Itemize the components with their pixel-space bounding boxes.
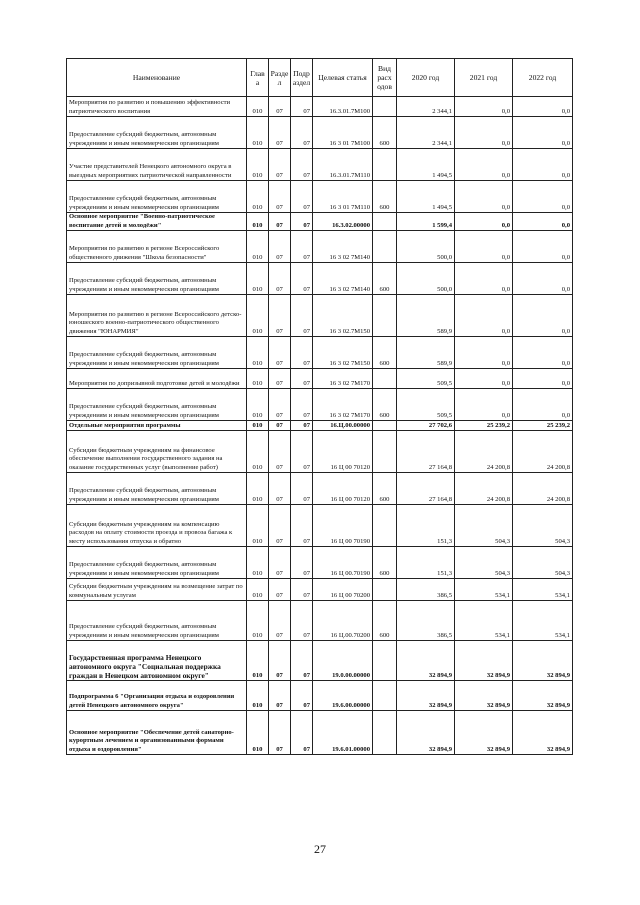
row-2021-cell: 0,0	[455, 213, 513, 231]
row-podrazdel-cell: 07	[291, 601, 313, 641]
table-row	[67, 369, 573, 389]
row-name-cell: Подпрограмма 6 "Организация отдыха и оздоровления детей Ненецкого автономного округа"	[67, 681, 247, 711]
row-2021-cell: 0,0	[455, 181, 513, 213]
page-number: 27	[314, 842, 326, 856]
table-row	[67, 473, 573, 505]
row-podrazdel-cell: 07	[291, 389, 313, 421]
row-2021-cell: 0,0	[455, 337, 513, 369]
row-vid-cell: 600	[373, 181, 397, 213]
row-vid-cell	[373, 431, 397, 473]
row-statya-cell: 16 Ц.00.70200	[313, 601, 373, 641]
col-header-podrazdel: Подр аздел	[291, 59, 313, 97]
row-glava-cell: 010	[247, 369, 269, 389]
row-2020-cell: 27 702,6	[397, 421, 455, 431]
row-razdel-cell: 07	[269, 473, 291, 505]
row-razdel-cell: 07	[269, 711, 291, 755]
row-name-cell: Предоставление субсидий бюджетным, автономным учреждениям и иным некоммерческим организациям	[67, 337, 247, 369]
row-2020-cell: 1 599,4	[397, 213, 455, 231]
row-vid-cell: 600	[373, 117, 397, 149]
col-header-name: Наименование	[67, 59, 247, 97]
row-name-cell: Субсидии бюджетным учреждениям на финансовое обеспечение выполнения государственного задания на оказание государственных услуг (выполнение работ)	[67, 431, 247, 473]
col-header-2021: 2021 год	[455, 59, 513, 97]
row-statya-cell: 16 Ц 00 70120	[313, 431, 373, 473]
row-2021-cell: 504,3	[455, 505, 513, 547]
table-row	[67, 421, 573, 431]
row-2021-cell: 534,1	[455, 579, 513, 601]
row-statya-cell: 19.0.00.00000	[313, 641, 373, 681]
row-razdel-cell: 07	[269, 149, 291, 181]
table-row	[67, 149, 573, 181]
row-razdel-cell: 07	[269, 421, 291, 431]
row-podrazdel-cell: 07	[291, 681, 313, 711]
row-2020-cell: 32 894,9	[397, 681, 455, 711]
row-vid-cell	[373, 421, 397, 431]
row-2020-cell: 509,5	[397, 369, 455, 389]
row-statya-cell: 16 3 02 7М140	[313, 263, 373, 295]
row-vid-cell	[373, 579, 397, 601]
table-body	[67, 97, 573, 755]
row-vid-cell	[373, 505, 397, 547]
row-razdel-cell: 07	[269, 681, 291, 711]
row-vid-cell	[373, 369, 397, 389]
row-podrazdel-cell: 07	[291, 117, 313, 149]
row-glava-cell: 010	[247, 389, 269, 421]
row-name-cell: Государственная программа Ненецкого автономного округа "Социальная поддержка граждан в Ненецком автономном округе"	[67, 641, 247, 681]
row-name-cell: Субсидии бюджетным учреждениям на компенсацию расходов на оплату стоимости проезда и провоза багажа к месту использования отпуска и обратно	[67, 505, 247, 547]
row-glava-cell: 010	[247, 601, 269, 641]
row-2020-cell: 500,0	[397, 231, 455, 263]
row-statya-cell: 16.3.01.7М110	[313, 149, 373, 181]
row-glava-cell: 010	[247, 579, 269, 601]
row-vid-cell: 600	[373, 389, 397, 421]
row-vid-cell: 600	[373, 547, 397, 579]
col-header-2022: 2022 год	[513, 59, 573, 97]
row-glava-cell: 010	[247, 473, 269, 505]
row-2020-cell: 151,3	[397, 547, 455, 579]
row-2020-cell: 589,9	[397, 337, 455, 369]
row-2021-cell: 0,0	[455, 231, 513, 263]
row-razdel-cell: 07	[269, 601, 291, 641]
table-header-row	[67, 59, 573, 97]
row-podrazdel-cell: 07	[291, 579, 313, 601]
table-row	[67, 681, 573, 711]
row-name-cell: Субсидии бюджетным учреждениям на возмещение затрат по коммунальным услугам	[67, 579, 247, 601]
row-2021-cell: 0,0	[455, 97, 513, 117]
row-2022-cell: 0,0	[513, 337, 573, 369]
row-name-cell: Основное мероприятие "Военно-патриотическое воспитание детей и молодёжи"	[67, 213, 247, 231]
row-glava-cell: 010	[247, 681, 269, 711]
row-statya-cell: 16 3 02 7М170	[313, 369, 373, 389]
row-2021-cell: 0,0	[455, 149, 513, 181]
row-statya-cell: 16 Ц 00 70190	[313, 505, 373, 547]
row-2022-cell: 0,0	[513, 181, 573, 213]
row-2021-cell: 24 200,8	[455, 473, 513, 505]
row-razdel-cell: 07	[269, 431, 291, 473]
row-2022-cell: 32 894,9	[513, 681, 573, 711]
table-row	[67, 389, 573, 421]
row-razdel-cell: 07	[269, 213, 291, 231]
row-razdel-cell: 07	[269, 231, 291, 263]
row-glava-cell: 010	[247, 213, 269, 231]
row-glava-cell: 010	[247, 505, 269, 547]
col-header-statya: Целевая статья	[313, 59, 373, 97]
row-2021-cell: 534,1	[455, 601, 513, 641]
col-header-razdel: Разде л	[269, 59, 291, 97]
row-razdel-cell: 07	[269, 337, 291, 369]
row-glava-cell: 010	[247, 97, 269, 117]
row-2020-cell: 151,3	[397, 505, 455, 547]
row-2022-cell: 0,0	[513, 117, 573, 149]
row-statya-cell: 16 Ц 00 70120	[313, 473, 373, 505]
row-2022-cell: 534,1	[513, 579, 573, 601]
table-row	[67, 231, 573, 263]
row-name-cell: Участие представителей Ненецкого автономного округа в выездных мероприятиях патриотической направленности	[67, 149, 247, 181]
row-razdel-cell: 07	[269, 579, 291, 601]
table-row	[67, 579, 573, 601]
row-2020-cell: 1 494,5	[397, 181, 455, 213]
row-razdel-cell: 07	[269, 295, 291, 337]
row-statya-cell: 16 3 02 7М150	[313, 337, 373, 369]
row-2022-cell: 0,0	[513, 369, 573, 389]
row-name-cell: Отдельные мероприятия программы	[67, 421, 247, 431]
row-2022-cell: 0,0	[513, 149, 573, 181]
row-2020-cell: 2 344,1	[397, 117, 455, 149]
row-vid-cell	[373, 213, 397, 231]
col-header-glava: Глав а	[247, 59, 269, 97]
row-2021-cell: 504,3	[455, 547, 513, 579]
row-2021-cell: 0,0	[455, 389, 513, 421]
row-statya-cell: 16 Ц 00.70190	[313, 547, 373, 579]
row-glava-cell: 010	[247, 711, 269, 755]
table-row	[67, 431, 573, 473]
row-2022-cell: 504,3	[513, 547, 573, 579]
row-glava-cell: 010	[247, 431, 269, 473]
row-2020-cell: 32 894,9	[397, 641, 455, 681]
col-header-2020: 2020 год	[397, 59, 455, 97]
row-statya-cell: 16.3.02.00000	[313, 213, 373, 231]
row-vid-cell	[373, 149, 397, 181]
row-podrazdel-cell: 07	[291, 641, 313, 681]
row-2021-cell: 24 200,8	[455, 431, 513, 473]
table-row	[67, 641, 573, 681]
row-2021-cell: 0,0	[455, 263, 513, 295]
row-2020-cell: 589,9	[397, 295, 455, 337]
table-row	[67, 547, 573, 579]
row-2021-cell: 0,0	[455, 117, 513, 149]
table-row	[67, 213, 573, 231]
row-2021-cell: 25 239,2	[455, 421, 513, 431]
row-glava-cell: 010	[247, 421, 269, 431]
row-2020-cell: 500,0	[397, 263, 455, 295]
row-2022-cell: 24 200,8	[513, 473, 573, 505]
row-2022-cell: 0,0	[513, 97, 573, 117]
table-row	[67, 97, 573, 117]
row-statya-cell: 16 3 01 7М100	[313, 117, 373, 149]
row-razdel-cell: 07	[269, 117, 291, 149]
budget-table-sheet	[66, 58, 572, 755]
row-podrazdel-cell: 07	[291, 473, 313, 505]
row-2020-cell: 509,5	[397, 389, 455, 421]
row-glava-cell: 010	[247, 149, 269, 181]
table-row	[67, 601, 573, 641]
row-2021-cell: 0,0	[455, 369, 513, 389]
row-glava-cell: 010	[247, 231, 269, 263]
row-glava-cell: 010	[247, 547, 269, 579]
row-vid-cell: 600	[373, 601, 397, 641]
table-row	[67, 505, 573, 547]
row-podrazdel-cell: 07	[291, 337, 313, 369]
row-2021-cell: 32 894,9	[455, 711, 513, 755]
table-row	[67, 711, 573, 755]
row-statya-cell: 16 3 02 7М170	[313, 389, 373, 421]
table-row	[67, 295, 573, 337]
row-name-cell: Предоставление субсидий бюджетным, автономным учреждениям и иным некоммерческим организациям	[67, 389, 247, 421]
row-2022-cell: 534,1	[513, 601, 573, 641]
table-row	[67, 117, 573, 149]
row-razdel-cell: 07	[269, 389, 291, 421]
row-2022-cell: 32 894,9	[513, 711, 573, 755]
row-name-cell: Предоставление субсидий бюджетным, автономным учреждениям и иным некоммерческим организациям	[67, 601, 247, 641]
row-2022-cell: 24 200,8	[513, 431, 573, 473]
row-podrazdel-cell: 07	[291, 181, 313, 213]
row-name-cell: Предоставление субсидий бюджетным, автономным учреждениям и иным некоммерческим организациям	[67, 547, 247, 579]
row-2022-cell: 0,0	[513, 389, 573, 421]
row-statya-cell: 16 3 02 7М140	[313, 231, 373, 263]
row-podrazdel-cell: 07	[291, 97, 313, 117]
row-2020-cell: 386,5	[397, 601, 455, 641]
row-statya-cell: 16.3.01.7М100	[313, 97, 373, 117]
row-2021-cell: 32 894,9	[455, 681, 513, 711]
row-vid-cell: 600	[373, 263, 397, 295]
row-vid-cell: 600	[373, 337, 397, 369]
row-2022-cell: 25 239,2	[513, 421, 573, 431]
row-name-cell: Предоставление субсидий бюджетным, автономным учреждениям и иным некоммерческим организациям	[67, 263, 247, 295]
row-statya-cell: 19.6.01.00000	[313, 711, 373, 755]
row-statya-cell: 16 3 01 7М110	[313, 181, 373, 213]
row-2020-cell: 1 494,5	[397, 149, 455, 181]
row-name-cell: Предоставление субсидий бюджетным, автономным учреждениям и иным некоммерческим организациям	[67, 117, 247, 149]
row-podrazdel-cell: 07	[291, 421, 313, 431]
row-razdel-cell: 07	[269, 263, 291, 295]
row-name-cell: Мероприятия по допризывной подготовке детей и молодёжи	[67, 369, 247, 389]
row-glava-cell: 010	[247, 295, 269, 337]
row-podrazdel-cell: 07	[291, 711, 313, 755]
row-statya-cell: 16.Ц.00.00000	[313, 421, 373, 431]
row-podrazdel-cell: 07	[291, 295, 313, 337]
row-vid-cell	[373, 231, 397, 263]
row-glava-cell: 010	[247, 337, 269, 369]
row-name-cell: Основное мероприятие "Обеспечение детей санаторно-курортным лечением и организованными формами отдыха и оздоровления"	[67, 711, 247, 755]
row-2020-cell: 27 164,8	[397, 473, 455, 505]
row-name-cell: Предоставление субсидий бюджетным, автономным учреждениям и иным некоммерческим организациям	[67, 473, 247, 505]
row-razdel-cell: 07	[269, 505, 291, 547]
row-podrazdel-cell: 07	[291, 263, 313, 295]
row-statya-cell: 16 3 02.7М150	[313, 295, 373, 337]
row-podrazdel-cell: 07	[291, 213, 313, 231]
table-row	[67, 263, 573, 295]
row-2020-cell: 2 344,1	[397, 97, 455, 117]
row-name-cell: Мероприятия по развитию и повышению эффективности патриотического воспитания	[67, 97, 247, 117]
row-name-cell: Мероприятия по развитию в регионе Всероссийского детско-юношеского военно-патриотического общественного движения "ЮНАРМИЯ"	[67, 295, 247, 337]
row-vid-cell	[373, 97, 397, 117]
table-row	[67, 337, 573, 369]
col-header-vid: Вид расх одов	[373, 59, 397, 97]
row-vid-cell	[373, 681, 397, 711]
row-2021-cell: 0,0	[455, 295, 513, 337]
row-glava-cell: 010	[247, 641, 269, 681]
row-glava-cell: 010	[247, 117, 269, 149]
row-2020-cell: 27 164,8	[397, 431, 455, 473]
row-2022-cell: 0,0	[513, 295, 573, 337]
row-razdel-cell: 07	[269, 181, 291, 213]
row-vid-cell	[373, 295, 397, 337]
row-name-cell: Предоставление субсидий бюджетным, автономным учреждениям и иным некоммерческим организациям	[67, 181, 247, 213]
row-statya-cell: 19.6.00.00000	[313, 681, 373, 711]
row-podrazdel-cell: 07	[291, 547, 313, 579]
row-2020-cell: 386,5	[397, 579, 455, 601]
row-glava-cell: 010	[247, 181, 269, 213]
row-vid-cell	[373, 641, 397, 681]
row-name-cell: Мероприятия по развитию в регионе Всероссийского общественного движения "Школа безопасности"	[67, 231, 247, 263]
row-podrazdel-cell: 07	[291, 505, 313, 547]
row-razdel-cell: 07	[269, 641, 291, 681]
row-statya-cell: 16 Ц 00 70200	[313, 579, 373, 601]
row-razdel-cell: 07	[269, 97, 291, 117]
table-row	[67, 181, 573, 213]
row-2022-cell: 504,3	[513, 505, 573, 547]
budget-table	[66, 58, 573, 755]
row-podrazdel-cell: 07	[291, 431, 313, 473]
row-glava-cell: 010	[247, 263, 269, 295]
row-vid-cell	[373, 711, 397, 755]
row-vid-cell: 600	[373, 473, 397, 505]
row-2022-cell: 32 894,9	[513, 641, 573, 681]
row-2020-cell: 32 894,9	[397, 711, 455, 755]
row-podrazdel-cell: 07	[291, 149, 313, 181]
row-podrazdel-cell: 07	[291, 231, 313, 263]
row-2022-cell: 0,0	[513, 263, 573, 295]
row-2022-cell: 0,0	[513, 213, 573, 231]
row-razdel-cell: 07	[269, 547, 291, 579]
row-podrazdel-cell: 07	[291, 369, 313, 389]
row-2021-cell: 32 894,9	[455, 641, 513, 681]
row-razdel-cell: 07	[269, 369, 291, 389]
row-2022-cell: 0,0	[513, 231, 573, 263]
